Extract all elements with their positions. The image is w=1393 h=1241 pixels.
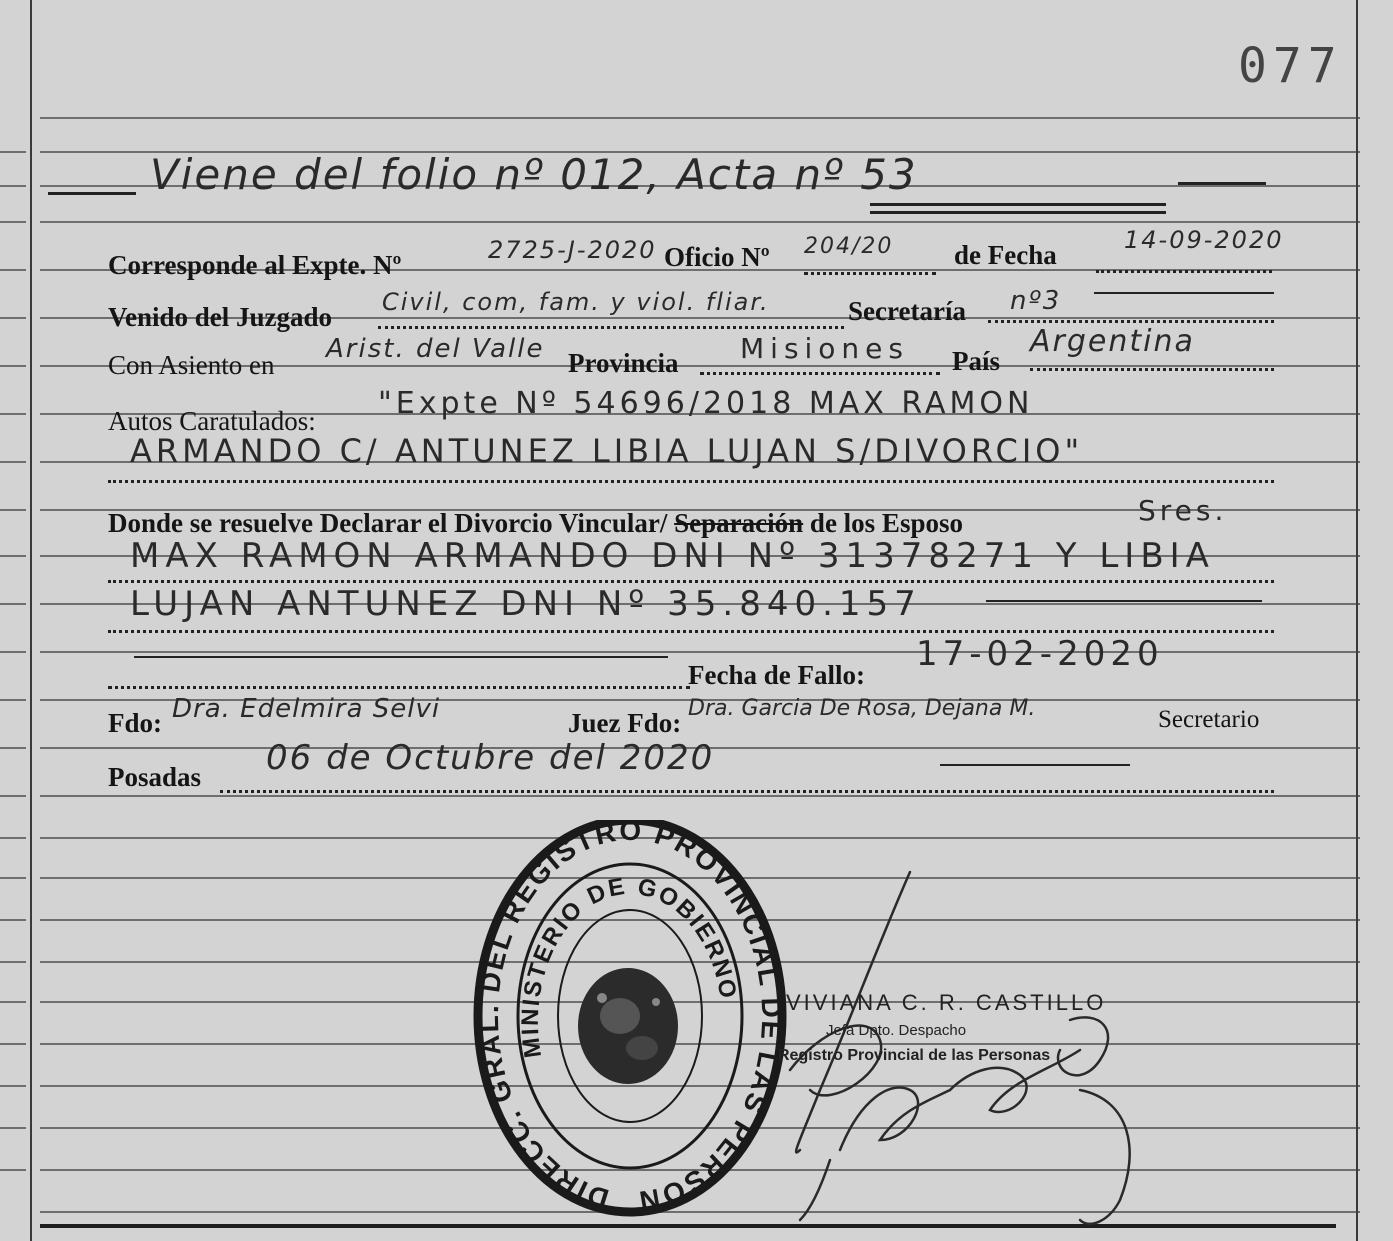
pais-label: País xyxy=(952,346,1001,376)
juzgado-value: Civil, com, fam. y viol. fliar. xyxy=(382,288,770,316)
lugar-dots xyxy=(220,790,1274,793)
signatory-block xyxy=(778,990,1106,1065)
provincia-dots xyxy=(700,372,940,375)
resolucion-line1: MAX RAMON ARMANDO DNI Nº 31378271 Y LIBIA xyxy=(130,536,1215,576)
autos-line1: "Expte Nº 54696/2018 MAX RAMON xyxy=(378,386,1034,421)
lugar-trail-line xyxy=(940,764,1130,766)
provincia-label: Provincia xyxy=(568,348,679,378)
fecha-label: de Fecha xyxy=(954,240,1057,270)
resolucion-label-main: Donde se resuelve Declarar el Divorcio Vincular/ xyxy=(108,508,668,538)
juzgado-dots xyxy=(378,326,844,329)
fallo-value: 17-02-2020 xyxy=(916,634,1164,674)
secretaria-line xyxy=(1094,292,1274,294)
oficio-label: Oficio Nº xyxy=(664,242,770,272)
seal-inner-text: MINISTERIO DE GOBIERNO xyxy=(516,872,742,1060)
fallo-label: Fecha de Fallo: xyxy=(688,660,865,690)
oficio-dots xyxy=(804,272,936,275)
coat-of-arms-icon xyxy=(578,968,678,1084)
resolucion-value-start: Sres. xyxy=(1138,494,1228,527)
asiento-value: Arist. del Valle xyxy=(326,334,545,364)
resolucion-line2: LUJAN ANTUNEZ DNI Nº 35.840.157 xyxy=(130,584,922,624)
resolucion-label-struck: Separación xyxy=(674,508,804,538)
juzgado-label: Venido del Juzgado xyxy=(108,302,333,332)
secretaria-value: nº3 xyxy=(1010,286,1062,316)
fdo2-value: Dra. Garcia De Rosa, Dejana M. xyxy=(688,696,1036,721)
resolucion-label-end: de los Esposo xyxy=(809,508,963,538)
left-margin-line xyxy=(30,0,32,1241)
provincia-value: Misiones xyxy=(740,332,909,365)
resolucion-dots-2 xyxy=(108,630,1274,633)
pais-dots xyxy=(1030,368,1274,371)
fdo1-label: Fdo: xyxy=(108,708,162,738)
signatory-title: Jefa Dpto. Despacho xyxy=(826,1022,967,1039)
expediente-value: 2725-J-2020 xyxy=(488,236,657,264)
juez-label: Juez Fdo: xyxy=(568,708,682,738)
signatory-name: VIVIANA C. R. CASTILLO xyxy=(786,990,1107,1015)
expediente-label: Corresponde al Expte. Nº xyxy=(108,250,402,280)
secretario-label: Secretario xyxy=(1158,706,1260,733)
folio-number: 077 xyxy=(1238,38,1343,94)
official-seal xyxy=(470,820,790,1230)
lugar-value: 06 de Octubre del 2020 xyxy=(266,738,715,778)
autos-label: Autos Caratulados: xyxy=(108,406,316,436)
resolucion-dots-1 xyxy=(108,580,1274,583)
header-underline-1 xyxy=(870,203,1166,206)
fecha-dots xyxy=(1096,270,1272,273)
signatory-office: Registro Provincial de las Personas xyxy=(778,1047,1051,1064)
header-note: Viene del folio nº 012, Acta nº 53 xyxy=(150,150,918,199)
secretaria-dots xyxy=(988,320,1274,323)
fallo-dots xyxy=(108,686,690,689)
autos-dots xyxy=(108,480,1274,483)
header-lead-line xyxy=(48,192,136,195)
pais-value: Argentina xyxy=(1030,324,1195,359)
lugar-label: Posadas xyxy=(108,762,202,792)
seal-outer-text: DIRECC. GRAL. DEL REGISTRO PROVINCIAL DE LAS PERSON xyxy=(472,820,788,1218)
resolucion-trail-line xyxy=(986,600,1262,602)
right-margin-line xyxy=(1356,0,1358,1241)
asiento-label: Con Asiento en xyxy=(108,350,275,380)
fdo1-value: Dra. Edelmira Selvi xyxy=(172,694,441,724)
fallo-lead-line xyxy=(134,656,668,658)
header-trail-line xyxy=(1178,182,1266,185)
secretaria-label: Secretaría xyxy=(848,296,966,326)
autos-line2: ARMANDO C/ ANTUNEZ LIBIA LUJAN S/DIVORCIO" xyxy=(130,432,1084,470)
header-underline-2 xyxy=(870,211,1166,214)
resolucion-label xyxy=(108,508,963,539)
oficio-value: 204/20 xyxy=(804,234,894,259)
fecha-value: 14-09-2020 xyxy=(1124,226,1284,254)
